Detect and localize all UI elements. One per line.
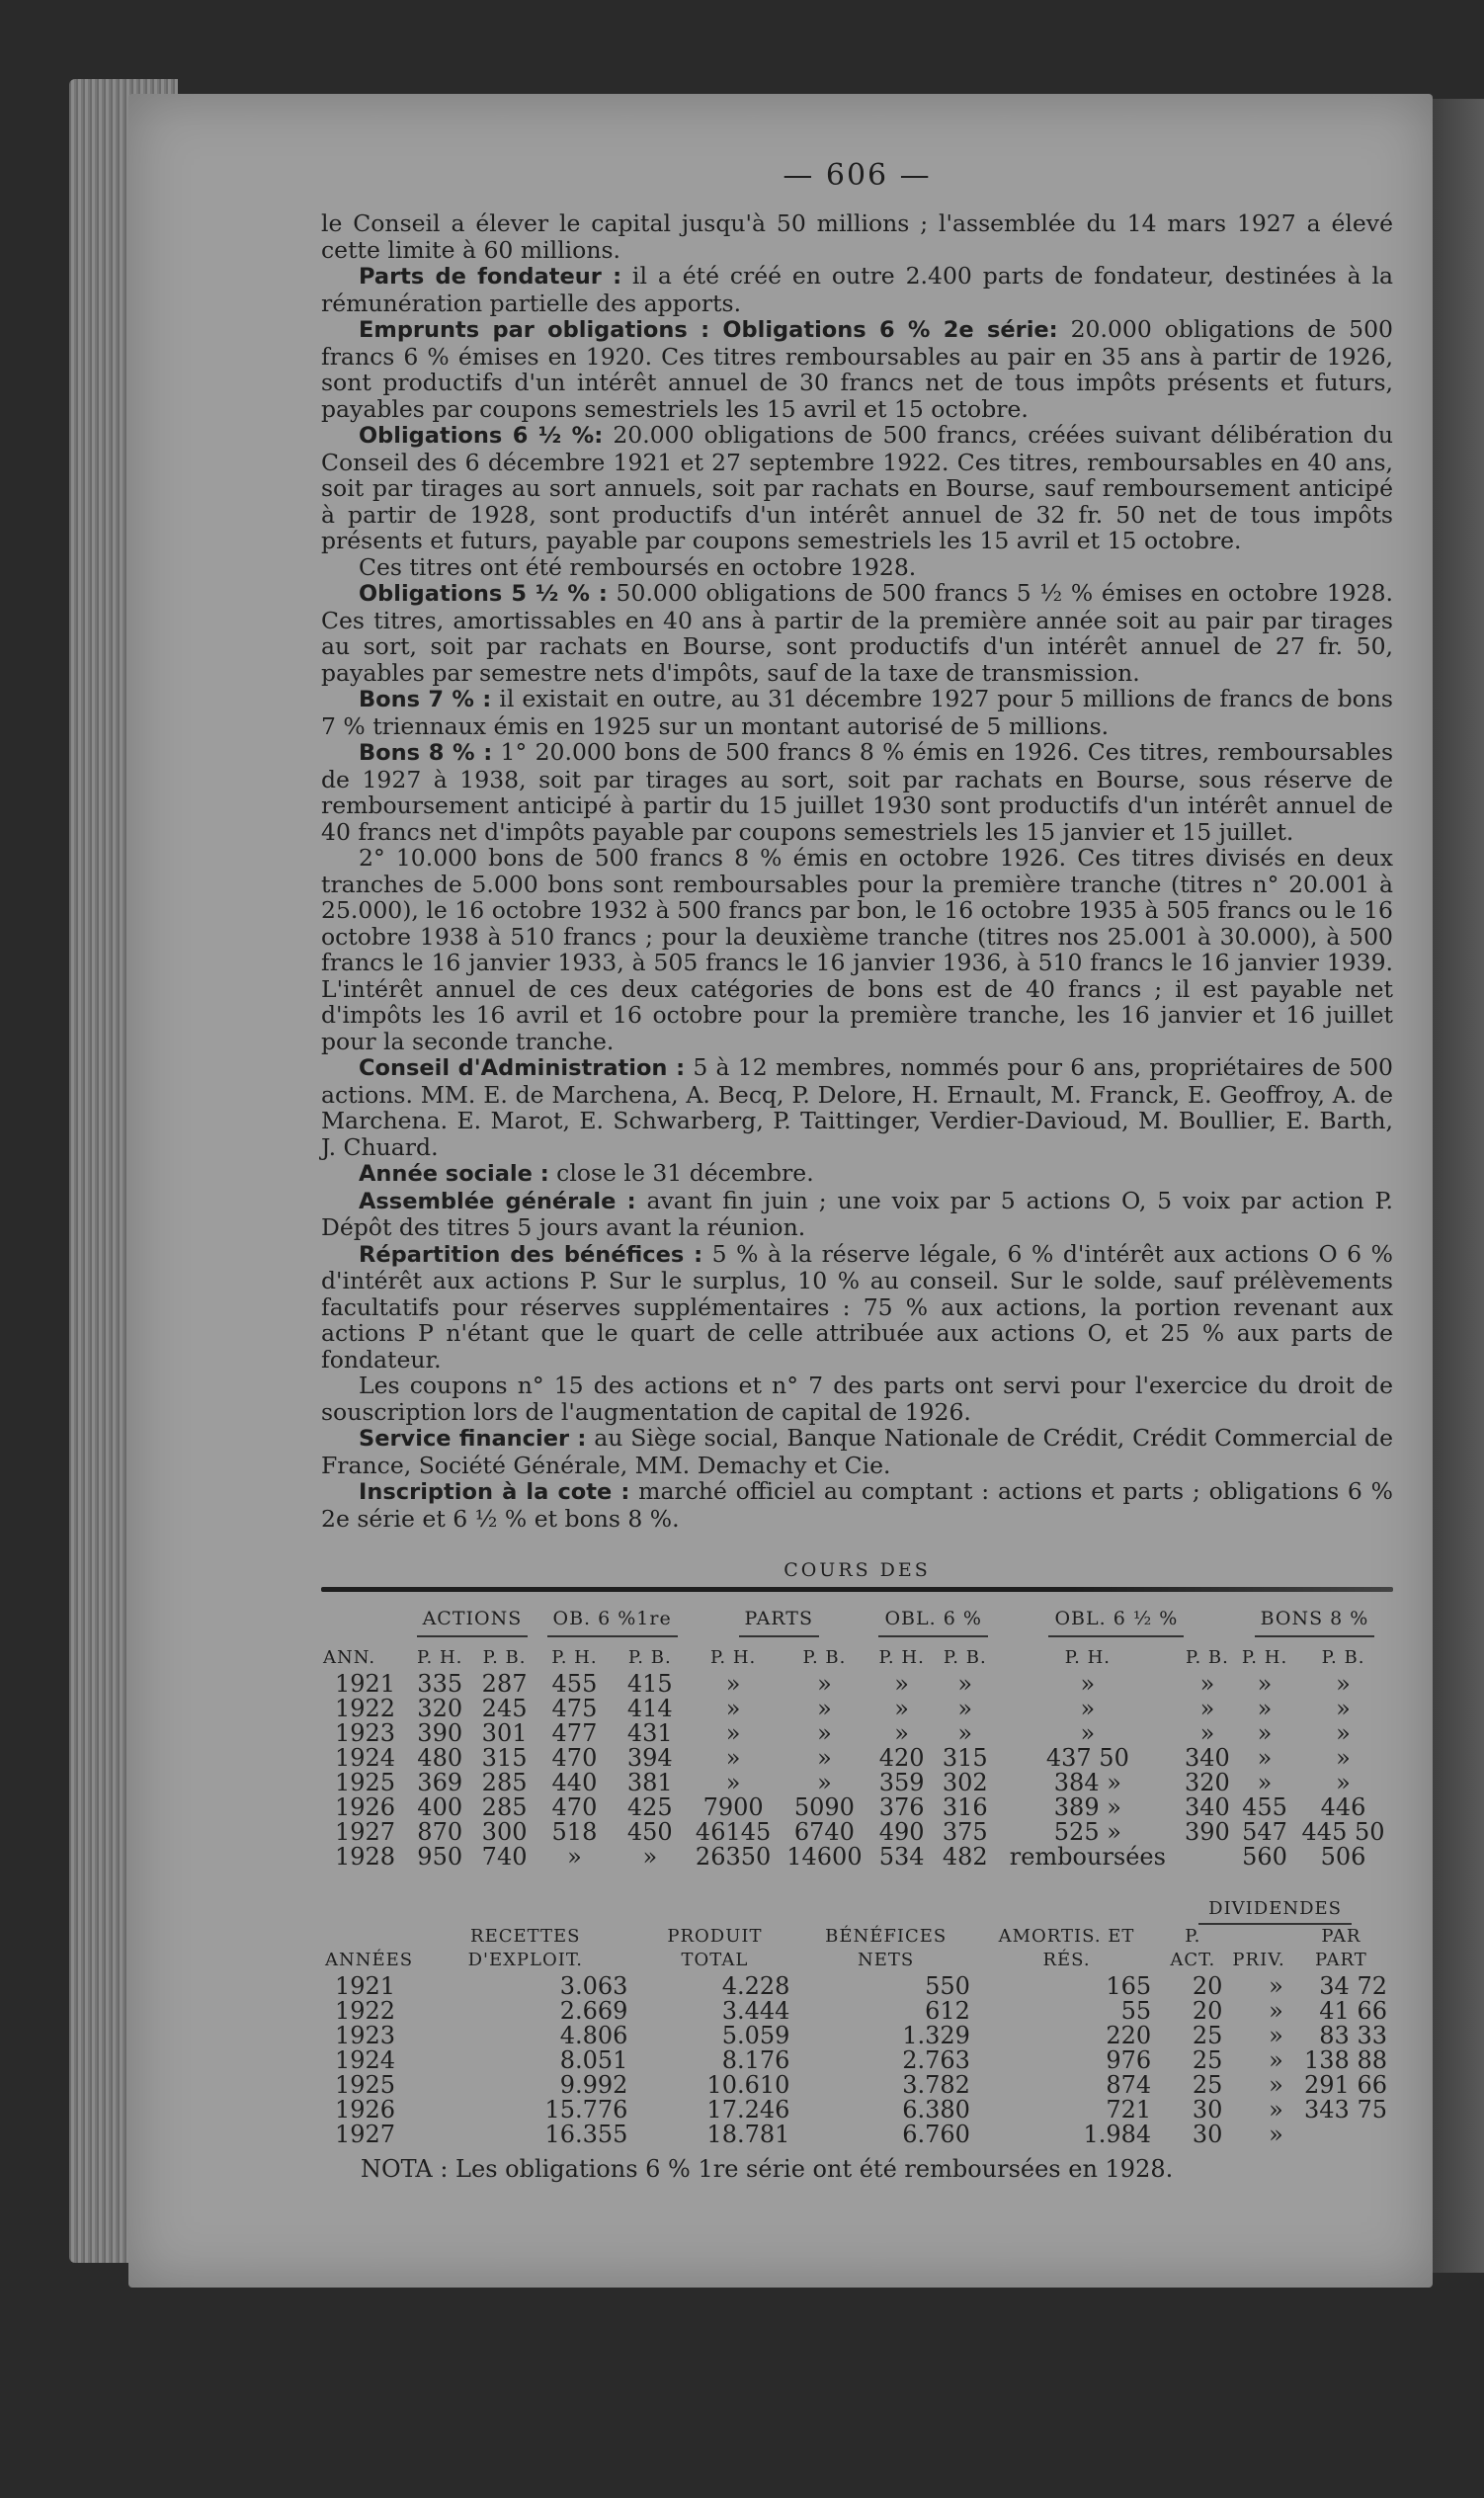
table-cell: 46145 xyxy=(695,1818,772,1846)
cours-subheader: P. H. xyxy=(1064,1647,1112,1668)
table-cell: 315 xyxy=(942,1744,988,1772)
table-cell: 477 xyxy=(551,1719,598,1747)
table-cell: » xyxy=(817,1769,832,1796)
table-cell: 475 xyxy=(551,1695,598,1722)
table-cell: » xyxy=(725,1719,741,1747)
table-cell: 315 xyxy=(481,1744,528,1772)
table-cell xyxy=(1289,2123,1393,2147)
table-cell: 285 xyxy=(481,1769,528,1796)
table-cell: 291 66 xyxy=(1304,2071,1387,2099)
row-year: 1926 xyxy=(335,1793,396,1821)
cours-subheader: P. H. xyxy=(709,1647,757,1668)
paragraph xyxy=(321,316,1393,422)
table-cell: 16.355 xyxy=(544,2121,628,2148)
table-row xyxy=(321,2123,1393,2147)
table-cell: 3.444 xyxy=(721,1997,790,2025)
table-cell: 30 xyxy=(1192,2121,1223,2148)
paragraph-label: Bons 8 % : xyxy=(359,740,493,766)
table-cell: 450 xyxy=(626,1818,673,1846)
row-year: 1924 xyxy=(335,2046,396,2074)
table-cell: 470 xyxy=(551,1793,598,1821)
table-cell: 446 xyxy=(1320,1793,1366,1821)
table-cell: 340 xyxy=(1185,1793,1230,1821)
paragraph xyxy=(321,580,1393,686)
table-row xyxy=(321,2098,1393,2123)
table-row xyxy=(321,2048,1393,2073)
row-year: 1922 xyxy=(335,1997,396,2025)
cours-subheader: P. B. xyxy=(482,1647,527,1668)
paragraph-label: Assemblée générale : xyxy=(359,1188,636,1214)
table-cell: 285 xyxy=(481,1793,528,1821)
page-number: — 606 — xyxy=(783,158,932,193)
table-cell: 420 xyxy=(878,1744,925,1772)
cours-group-header: ACTIONS xyxy=(408,1600,537,1633)
table-cell: » xyxy=(1336,1769,1351,1796)
results-header-annees: ANNÉES xyxy=(325,1950,414,1970)
cours-subheader: P. B. xyxy=(943,1647,987,1668)
table-cell: 245 xyxy=(481,1695,528,1722)
table-cell: 7900 xyxy=(702,1793,764,1821)
cours-table-subheaders xyxy=(321,1633,1393,1672)
table-cell: 437 50 xyxy=(1045,1744,1129,1772)
results-header-recettes: RECETTES D'EXPLOIT. xyxy=(467,1926,583,1970)
table-cell: 320 xyxy=(417,1695,463,1722)
results-header-amortis: AMORTIS. ET RÉS. xyxy=(998,1926,1135,1970)
table-cell: 369 xyxy=(417,1769,463,1796)
results-header-benefices: BÉNÉFICES NETS xyxy=(825,1926,948,1970)
paragraph-label: Répartition des bénéfices : xyxy=(359,1241,703,1268)
table-cell: 15.776 xyxy=(544,2096,628,2123)
table-row xyxy=(321,1974,1393,1999)
table-cell: » xyxy=(1269,2071,1283,2099)
paragraph xyxy=(321,554,1393,581)
cours-group-header: OBL. 6 % xyxy=(870,1600,997,1633)
paragraph-text: 1° 20.000 bons de 500 francs 8 % émis en 1926. Ces titres, remboursables de 1927 à 1938, soit par tirages au sort, soit par rachats en Bourse, sous réserve de remboursement anticipé à partir du 15 juillet 1930 sont productifs d'un intérêt annuel de 40 francs net d'impôts payable par coupons semestriels les 15 janvier et 15 juillet. xyxy=(321,738,1394,846)
table-cell: 384 » xyxy=(1053,1769,1121,1796)
table-cell: 41 66 xyxy=(1319,1997,1387,2025)
paragraph-text: 5 à 12 membres, nommés pour 6 ans, propriétaires de 500 actions. MM. E. de Marchena, A. Becq, P. Delore, H. Ernault, M. Franck, E. Geoffroy, A. de Marchena. E. Marot, E. Schwarberg, P. Taittinger, Verdier-Davioud, M. Boullier, E. Barth, J. Chuard. xyxy=(321,1053,1393,1161)
results-header-produit: PRODUIT TOTAL xyxy=(667,1926,763,1970)
cours-table-title: COURS DES xyxy=(783,1559,931,1581)
paragraph-text: Ces titres ont été remboursés en octobre 1928. xyxy=(359,552,917,581)
table-cell: 390 xyxy=(1185,1818,1230,1846)
row-year: 1921 xyxy=(335,1972,396,2000)
cours-table xyxy=(321,1600,1393,1870)
table-cell: 20 xyxy=(1192,1997,1223,2025)
table-cell: » xyxy=(1269,2121,1283,2148)
table-cell: 470 xyxy=(551,1744,598,1772)
table-cell: 550 xyxy=(925,1972,970,2000)
table-cell: 6740 xyxy=(793,1818,855,1846)
table-cell: » xyxy=(1269,1972,1283,2000)
table-cell: 547 xyxy=(1242,1818,1287,1846)
paragraph-text: 20.000 obligations de 500 francs 6 % émises en 1920. Ces titres remboursables au pair en 35 ans à partir de 1926, sont productifs d'un intérêt annuel de 30 francs net de tous impôts présents et futurs, payables par coupons semestriels les 15 avril et 15 octobre. xyxy=(321,315,1394,423)
table-cell: 2.763 xyxy=(902,2046,970,2074)
table-cell: » xyxy=(725,1769,741,1796)
paragraph-label: Conseil d'Administration : xyxy=(359,1055,686,1081)
cours-group-blank xyxy=(321,1600,408,1633)
cours-subheader: P. H. xyxy=(417,1647,463,1668)
table-cell: 26350 xyxy=(695,1843,772,1871)
row-year: 1924 xyxy=(335,1744,396,1772)
page-content xyxy=(321,158,1393,2183)
paragraph xyxy=(321,1160,1393,1188)
row-year: 1923 xyxy=(335,1719,396,1747)
table-cell: 3.063 xyxy=(559,1972,628,2000)
table-cell: » xyxy=(1336,1719,1351,1747)
cours-subheader: P. H. xyxy=(551,1647,598,1668)
paragraph-text: 2° 10.000 bons de 500 francs 8 % émis en octobre 1926. Ces titres divisés en deux tranches de 5.000 bons sont remboursables pour la première tranche (titres n° 20.001 à 25.000), le 16 octobre 1932 à 500 francs par bon, le 16 octobre 1935 à 505 francs ou le 16 octobre 1938 à 510 francs ; pour la deuxième tranche (titres nos 25.001 à 30.000), à 500 francs le 16 janvier 1933, à 505 francs le 16 janvier 1936, à 510 francs le 16 janvier 1939. L'intérêt annuel de ces deux catégories de bons est de 40 francs ; il est payable net d'impôts les 16 avril et 16 octobre pour la première tranche, les 16 janvier et 16 juillet pour la seconde tranche. xyxy=(321,844,1393,1055)
table-cell: » xyxy=(817,1744,832,1772)
table-cell: 425 xyxy=(626,1793,673,1821)
paragraph-label: Service financier : xyxy=(359,1426,587,1452)
paragraph-text: 5 % à la réserve légale, 6 % d'intérêt aux actions O 6 % d'intérêt aux actions P. Sur le surplus, 10 % au conseil. Sur le solde, sauf prélèvements facultatifs pour réserves supplémentaires : 75 % aux actions, la portion revenant aux actions P n'étant que le quart de celle attribuée aux actions O, et 25 % aux parts de fondateur. xyxy=(321,1239,1393,1374)
table-cell: 316 xyxy=(942,1793,988,1821)
paragraph-label: Bons 7 % : xyxy=(359,687,492,712)
row-year: 1926 xyxy=(335,2096,396,2123)
paragraph-text: avant fin juin ; une voix par 5 actions O, 5 voix par action P. Dépôt des titres 5 jours avant la réunion. xyxy=(321,1186,1393,1241)
table-cell: 390 xyxy=(417,1719,463,1747)
table-cell: » xyxy=(1257,1670,1273,1698)
table-cell: remboursées xyxy=(1009,1843,1166,1871)
table-cell xyxy=(1179,1845,1236,1870)
table-cell: 34 72 xyxy=(1319,1972,1387,2000)
table-cell: 870 xyxy=(417,1818,463,1846)
table-cell: 431 xyxy=(626,1719,673,1747)
table-cell: 335 xyxy=(417,1670,463,1698)
table-cell: » xyxy=(1257,1744,1273,1772)
paragraph xyxy=(321,1054,1393,1160)
cours-group-header: BONS 8 % xyxy=(1236,1600,1393,1633)
cours-subheader: P. H. xyxy=(1241,1647,1288,1668)
table-cell: 9.992 xyxy=(559,2071,628,2099)
paragraph-text: 20.000 obligations de 500 francs, créées suivant délibération du Conseil des 6 décembre 1921 et 27 septembre 1922. Ces titres, remboursables en 40 ans, soit par tirages au sort annuels, soit par rachats en Bourse, sauf remboursement anticipé à partir de 1928, sont productifs d'un intérêt annuel de 32 fr. 50 net de tous impôts présents et futurs, payable par coupons semestriels les 15 avril et 15 octobre. xyxy=(321,421,1393,554)
paragraph-text: il a été créé en outre 2.400 parts de fondateur, destinées à la rémunération partielle des apports. xyxy=(321,262,1393,317)
paragraph-label: Obligations 6 ½ %: xyxy=(359,423,604,449)
cours-table-rule xyxy=(321,1587,1393,1592)
table-cell: 560 xyxy=(1242,1843,1287,1871)
table-cell: » xyxy=(1257,1695,1273,1722)
table-cell: 1.329 xyxy=(902,2022,970,2049)
paragraph-text: marché officiel au comptant : actions et parts ; obligations 6 % 2e série et 6 ½ % et bons 8 %. xyxy=(321,1477,1393,1533)
table-cell: 359 xyxy=(878,1769,925,1796)
table-cell: 480 xyxy=(417,1744,463,1772)
paragraph-text: il existait en outre, au 31 décembre 1927 pour 5 millions de francs de bons 7 % triennaux émis en 1925 sur un montant autorisé de 5 millions. xyxy=(321,685,1393,740)
paragraph xyxy=(321,686,1393,739)
table-cell: 612 xyxy=(925,1997,970,2025)
cours-subheader: P. B. xyxy=(1186,1647,1229,1668)
table-cell: » xyxy=(957,1670,973,1698)
cours-group-header: OB. 6 %1re xyxy=(536,1600,688,1633)
table-cell: 165 xyxy=(1106,1972,1152,2000)
table-cell: 320 xyxy=(1185,1769,1230,1796)
paragraph-text: Les coupons n° 15 des actions et n° 7 des parts ont servi pour l'exercice du droit de souscription lors de l'augmentation de capital de 1926. xyxy=(321,1372,1393,1426)
table-cell: 976 xyxy=(1106,2046,1152,2074)
table-cell: » xyxy=(725,1744,741,1772)
table-cell: » xyxy=(1199,1695,1215,1722)
table-cell: » xyxy=(567,1843,582,1871)
paragraph-label: Emprunts par obligations : Obligations 6 % 2e série: xyxy=(359,317,1058,343)
table-cell: 17.246 xyxy=(706,2096,790,2123)
paragraph xyxy=(321,1241,1393,1374)
table-row xyxy=(321,2024,1393,2048)
table-cell: » xyxy=(642,1843,658,1871)
paragraph xyxy=(321,1425,1393,1478)
table-cell: 8.051 xyxy=(559,2046,628,2074)
paragraph-text: 50.000 obligations de 500 francs 5 ½ % émises en octobre 1928. Ces titres, amortissables en 40 ans à partir de la première année soit au pair par tirages au sort, soit par rachats en Bourse, sont productifs d'un intérêt annuel de 27 fr. 50, payables par semestre nets d'impôts, sauf de la taxe de transmission. xyxy=(321,579,1393,687)
table-cell: 138 88 xyxy=(1304,2046,1387,2074)
paragraphs xyxy=(321,210,1393,1532)
cours-subheader: P. H. xyxy=(878,1647,925,1668)
table-cell: 1.984 xyxy=(1083,2121,1152,2148)
table-cell: 2.669 xyxy=(559,1997,628,2025)
table-row xyxy=(321,1721,1393,1746)
table-cell: » xyxy=(1257,1719,1273,1747)
row-year: 1923 xyxy=(335,2022,396,2049)
table-row xyxy=(321,1845,1393,1870)
results-table xyxy=(321,1895,1393,2147)
paragraph-text: le Conseil a élever le capital jusqu'à 50 millions ; l'assemblée du 14 mars 1927 a élevé cette limite à 60 millions. xyxy=(321,209,1393,264)
table-cell: 20 xyxy=(1192,1972,1223,2000)
paragraph-label: Parts de fondateur : xyxy=(359,264,622,290)
cours-subheader: P. B. xyxy=(627,1647,672,1668)
table-cell: » xyxy=(817,1695,832,1722)
table-row xyxy=(321,1771,1393,1795)
paragraph xyxy=(321,422,1393,554)
table-cell: » xyxy=(817,1670,832,1698)
row-year: 1927 xyxy=(335,2121,396,2148)
table-cell: 4.806 xyxy=(559,2022,628,2049)
paragraph xyxy=(321,1188,1393,1241)
results-header-dividendes: DIVIDENDES xyxy=(1157,1895,1393,1923)
table-cell: 525 » xyxy=(1053,1818,1121,1846)
cours-subheader: P. B. xyxy=(1321,1647,1365,1668)
table-row xyxy=(321,1820,1393,1845)
table-cell: 534 xyxy=(878,1843,925,1871)
results-header-par-part: PAR PART xyxy=(1315,1926,1367,1970)
paragraph xyxy=(321,210,1393,263)
table-cell: 415 xyxy=(626,1670,673,1698)
paragraph-text: au Siège social, Banque Nationale de Crédit, Crédit Commercial de France, Société Générale, MM. Demachy et Cie. xyxy=(321,1424,1393,1479)
table-cell: » xyxy=(1269,1997,1283,2025)
table-cell: 3.782 xyxy=(902,2071,970,2099)
cours-group-header: PARTS xyxy=(688,1600,870,1633)
row-year: 1925 xyxy=(335,1769,396,1796)
table-cell: 30 xyxy=(1192,2096,1223,2123)
table-cell: » xyxy=(1199,1670,1215,1698)
table-cell: 455 xyxy=(551,1670,598,1698)
table-cell: 14600 xyxy=(786,1843,863,1871)
cours-table-group-headers xyxy=(321,1600,1393,1633)
table-cell: 5090 xyxy=(793,1793,855,1821)
table-cell: » xyxy=(1269,2022,1283,2049)
table-cell: » xyxy=(894,1719,909,1747)
footnote: NOTA : Les obligations 6 % 1re série ont été remboursées en 1928. xyxy=(361,2155,1174,2183)
table-cell: 445 50 xyxy=(1301,1818,1385,1846)
table-cell: » xyxy=(894,1695,909,1722)
table-cell: » xyxy=(1336,1744,1351,1772)
table-cell: » xyxy=(894,1670,909,1698)
table-cell: 220 xyxy=(1106,2022,1152,2049)
table-cell: 482 xyxy=(942,1843,988,1871)
paragraph xyxy=(321,845,1393,1054)
table-row xyxy=(321,1672,1393,1697)
table-cell: » xyxy=(1080,1695,1096,1722)
table-cell: » xyxy=(1269,2096,1283,2123)
paragraph-text: close le 31 décembre. xyxy=(548,1159,814,1187)
table-cell: 8.176 xyxy=(721,2046,790,2074)
row-year: 1921 xyxy=(335,1670,396,1698)
table-cell: 455 xyxy=(1242,1793,1287,1821)
table-cell: 414 xyxy=(626,1695,673,1722)
row-year: 1925 xyxy=(335,2071,396,2099)
table-cell: » xyxy=(957,1719,973,1747)
table-cell: 375 xyxy=(942,1818,988,1846)
table-cell: » xyxy=(1257,1769,1273,1796)
table-cell: 10.610 xyxy=(706,2071,790,2099)
paragraph-label: Année sociale : xyxy=(359,1161,549,1187)
table-cell: 874 xyxy=(1106,2071,1152,2099)
table-cell: 301 xyxy=(481,1719,528,1747)
table-cell: 340 xyxy=(1185,1744,1230,1772)
cours-group-header: OBL. 6 ½ % xyxy=(997,1600,1236,1633)
table-cell: 506 xyxy=(1320,1843,1366,1871)
table-cell: 389 » xyxy=(1053,1793,1121,1821)
table-cell: 343 75 xyxy=(1304,2096,1387,2123)
paragraph-label: Obligations 5 ½ % : xyxy=(359,581,608,607)
table-cell: 25 xyxy=(1192,2022,1223,2049)
table-cell: » xyxy=(725,1670,741,1698)
table-cell: » xyxy=(1336,1670,1351,1698)
table-cell: 440 xyxy=(551,1769,598,1796)
table-cell: 4.228 xyxy=(721,1972,790,2000)
cours-subheader: ANN. xyxy=(323,1647,376,1668)
table-cell: 490 xyxy=(878,1818,925,1846)
table-cell: 6.380 xyxy=(902,2096,970,2123)
paragraph xyxy=(321,1373,1393,1425)
table-cell: 6.760 xyxy=(902,2121,970,2148)
table-cell: » xyxy=(1080,1670,1096,1698)
results-header-priv: PRIV. xyxy=(1232,1950,1285,1970)
table-cell: 302 xyxy=(942,1769,988,1796)
table-cell: 376 xyxy=(878,1793,925,1821)
table-cell: 18.781 xyxy=(706,2121,790,2148)
table-cell: 740 xyxy=(481,1843,528,1871)
paragraph-label: Inscription à la cote : xyxy=(359,1479,630,1505)
table-cell: 300 xyxy=(481,1818,528,1846)
table-cell: 55 xyxy=(1120,1997,1152,2025)
table-cell: 721 xyxy=(1106,2096,1152,2123)
table-cell: » xyxy=(1199,1719,1215,1747)
results-header-p-act: P. ACT. xyxy=(1170,1926,1216,1970)
table-cell: 25 xyxy=(1192,2071,1223,2099)
table-row xyxy=(321,1999,1393,2024)
table-cell: 381 xyxy=(626,1769,673,1796)
row-year: 1928 xyxy=(335,1843,396,1871)
table-row xyxy=(321,2073,1393,2098)
table-cell: » xyxy=(1269,2046,1283,2074)
table-cell: » xyxy=(817,1719,832,1747)
table-cell: 950 xyxy=(417,1843,463,1871)
table-cell: » xyxy=(1336,1695,1351,1722)
table-cell: 5.059 xyxy=(721,2022,790,2049)
paragraph xyxy=(321,739,1393,845)
table-cell: 394 xyxy=(626,1744,673,1772)
table-row xyxy=(321,1746,1393,1771)
table-row xyxy=(321,1697,1393,1721)
table-cell: » xyxy=(957,1695,973,1722)
table-cell: » xyxy=(725,1695,741,1722)
table-row xyxy=(321,1795,1393,1820)
table-cell: 287 xyxy=(481,1670,528,1698)
table-cell: 83 33 xyxy=(1319,2022,1387,2049)
paragraph xyxy=(321,1478,1393,1532)
paragraph xyxy=(321,263,1393,316)
table-cell: 518 xyxy=(551,1818,598,1846)
row-year: 1922 xyxy=(335,1695,396,1722)
table-cell: » xyxy=(1080,1719,1096,1747)
table-cell: 400 xyxy=(417,1793,463,1821)
cours-subheader: P. B. xyxy=(802,1647,847,1668)
row-year: 1927 xyxy=(335,1818,396,1846)
table-cell: 25 xyxy=(1192,2046,1223,2074)
